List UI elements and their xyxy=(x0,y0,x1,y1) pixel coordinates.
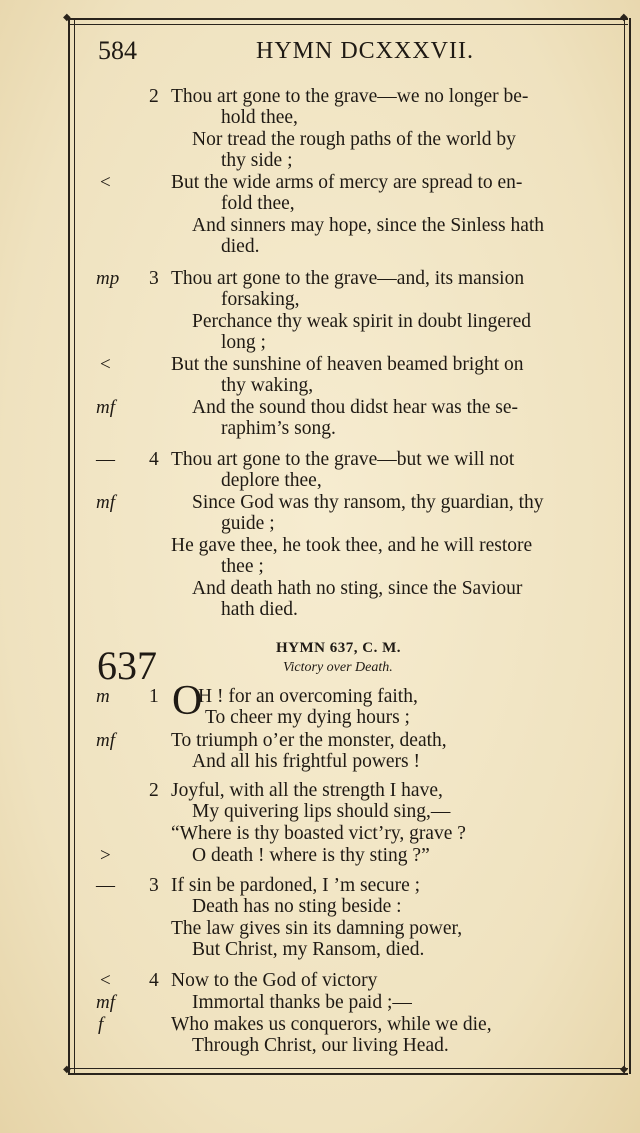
verse-line: But the sunshine of heaven beamed bright on xyxy=(171,354,524,375)
dynamic-mark: mf xyxy=(96,492,115,513)
dynamic-mark: mp xyxy=(96,268,120,289)
verse-line: Thou art gone to the grave—and, its mansion xyxy=(171,268,525,289)
verse-line: And death hath no sting, since the Saviour xyxy=(192,578,523,599)
verse-number: 2 xyxy=(149,86,159,107)
corner-ornament-icon: ◆ xyxy=(63,1064,71,1075)
verse-line: But Christ, my Ransom, died. xyxy=(192,939,425,960)
verse-line: fold thee, xyxy=(221,193,295,214)
dynamic-mark: m xyxy=(96,686,110,707)
verse-line: Since God was thy ransom, thy guardian, thy xyxy=(192,492,544,513)
verse-line: To cheer my dying hours ; xyxy=(205,707,410,728)
drop-cap: O xyxy=(172,678,203,724)
dynamic-mark: < xyxy=(100,970,111,991)
page-border-top xyxy=(68,18,628,25)
verse-line: Joyful, with all the strength I have, xyxy=(171,780,443,801)
verse-line: thee ; xyxy=(221,556,264,577)
verse-number: 4 xyxy=(149,449,159,470)
verse-number: 4 xyxy=(149,970,159,991)
verse-number: 3 xyxy=(149,875,159,896)
hymn-title: HYMN 637, C. M. xyxy=(276,640,401,656)
dynamic-mark: f xyxy=(98,1014,104,1035)
hymn-subtitle: Victory over Death. xyxy=(283,660,393,675)
page-border-left xyxy=(68,18,75,1074)
verse-line: raphim’s song. xyxy=(221,418,336,439)
dynamic-mark: < xyxy=(100,172,111,193)
verse-line: thy side ; xyxy=(221,150,293,171)
verse-line: And the sound thou didst hear was the se- xyxy=(192,397,519,418)
verse-number: 3 xyxy=(149,268,159,289)
dynamic-mark: > xyxy=(100,845,111,866)
verse-line: Death has no sting beside : xyxy=(192,896,402,917)
corner-ornament-icon: ◆ xyxy=(63,12,71,23)
verse-line: long ; xyxy=(221,332,266,353)
verse-number: 1 xyxy=(149,686,159,707)
running-title: HYMN DCXXXVII. xyxy=(256,38,474,64)
verse-line: died. xyxy=(221,236,260,257)
verse-line: But the wide arms of mercy are spread to en- xyxy=(171,172,523,193)
verse-line: Nor tread the rough paths of the world by xyxy=(192,129,516,150)
verse-line: He gave thee, he took thee, and he will restore xyxy=(171,535,533,556)
verse-line: The law gives sin its damning power, xyxy=(171,918,463,939)
verse-line: My quivering lips should sing,— xyxy=(192,801,451,822)
verse-line: deplore thee, xyxy=(221,470,322,491)
verse-number: 2 xyxy=(149,780,159,801)
corner-ornament-icon: ◆ xyxy=(620,12,628,23)
corner-ornament-icon: ◆ xyxy=(620,1064,628,1075)
verse-line: And sinners may hope, since the Sinless hath xyxy=(192,215,545,236)
verse-line: Perchance thy weak spirit in doubt lingered xyxy=(192,311,531,332)
verse-line: Through Christ, our living Head. xyxy=(192,1035,449,1056)
dynamic-mark: — xyxy=(96,875,115,896)
verse-line: And all his frightful powers ! xyxy=(192,751,421,772)
verse-line: Now to the God of victory xyxy=(171,970,378,991)
dynamic-mark: mf xyxy=(96,397,115,418)
verse-line: O death ! where is thy sting ?” xyxy=(192,845,430,866)
page-border-right xyxy=(624,18,631,1074)
dynamic-mark: < xyxy=(100,354,111,375)
verse-line: “Where is thy boasted vict’ry, grave ? xyxy=(171,823,466,844)
dynamic-mark: mf xyxy=(96,992,115,1013)
verse-line: Thou art gone to the grave—but we will not xyxy=(171,449,515,470)
verse-line: Who makes us conquerors, while we die, xyxy=(171,1014,492,1035)
verse-line: To triumph o’er the monster, death, xyxy=(171,730,447,751)
verse-line: H ! for an overcoming faith, xyxy=(198,686,418,707)
verse-line: Immortal thanks be paid ;— xyxy=(192,992,412,1013)
verse-line: forsaking, xyxy=(221,289,300,310)
verse-line: hold thee, xyxy=(221,107,298,128)
verse-line: hath died. xyxy=(221,599,298,620)
page-number: 584 xyxy=(98,36,137,65)
hymn-number: 637 xyxy=(97,643,157,688)
dynamic-mark: — xyxy=(96,449,115,470)
verse-line: guide ; xyxy=(221,513,275,534)
verse-line: If sin be pardoned, I ’m secure ; xyxy=(171,875,421,896)
page-border-bottom xyxy=(68,1068,628,1075)
verse-line: thy waking, xyxy=(221,375,314,396)
dynamic-mark: mf xyxy=(96,730,115,751)
verse-line: Thou art gone to the grave—we no longer be- xyxy=(171,86,529,107)
